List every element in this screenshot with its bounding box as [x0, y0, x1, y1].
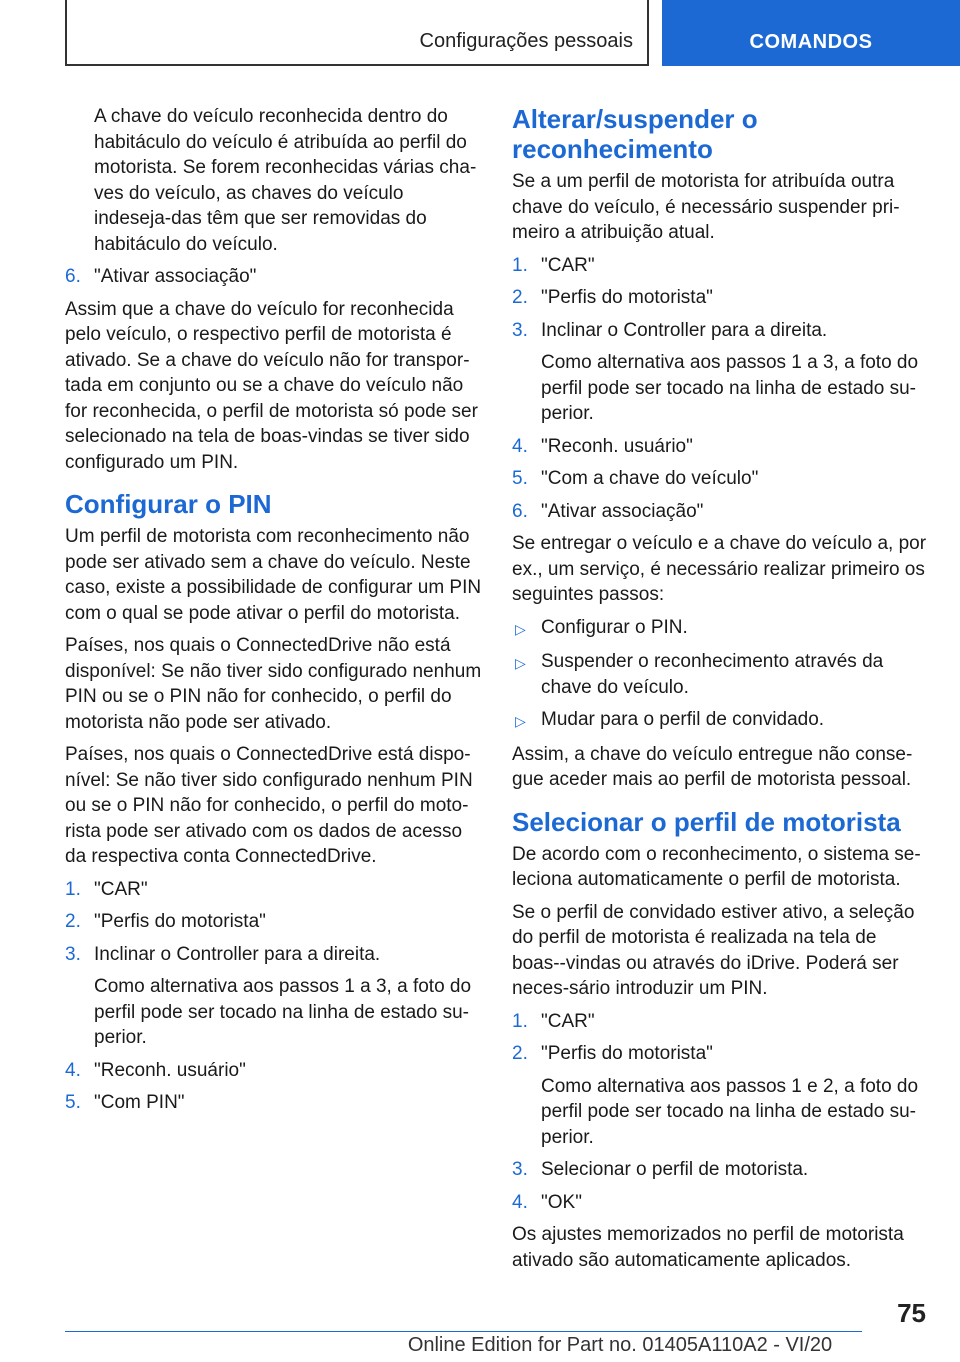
step-text: "Perfis do motorista" [94, 911, 266, 932]
heading-configurar-pin: Configurar o PIN [65, 489, 272, 519]
step-number: 5. [65, 1092, 81, 1113]
step-text: "CAR" [541, 254, 595, 276]
intro-paragraph: A chave do veículo reconhecida dentro do habitáculo do veículo é atribuída ao perfil do motorista. Se forem reconhecidas várias cha‐ves do veículo, as chaves do veículo indeseja‐das têm que ser removidas do habitáculo do veículo. [94, 106, 477, 255]
paragraph: Se o perfil de convidado estiver ativo, a seleção do perfil de motorista é realizada na tela de boas‐-vindas ou através do iDrive. Poderá ser neces‐sário introduzir um PIN. [512, 901, 915, 999]
step-text: "Perfis do motorista" [541, 287, 713, 308]
step-item [512, 318, 930, 344]
step-item [512, 1157, 930, 1183]
bullet-text: Mudar para o perfil de convidado. [541, 709, 825, 730]
step-text: Inclinar o Controller para a direita. [541, 319, 828, 341]
step-text: "Ativar associação" [94, 266, 257, 287]
paragraph: Países, nos quais o ConnectedDrive não está disponível: Se não tiver sido configurado nenhum PIN ou se o PIN não for conhecido, o perfil do motorista não pode ser ativado. [65, 635, 482, 733]
step-number: 4. [512, 1191, 528, 1213]
step-item [65, 909, 483, 935]
step-number: 6. [65, 266, 81, 287]
bullet-item [512, 615, 930, 643]
heading-selecionar-perfil: Selecionar o perfil de motorista [512, 806, 901, 837]
step-number: 3. [65, 943, 81, 965]
step-number: 1. [65, 878, 81, 900]
step-number: 4. [512, 435, 528, 457]
paragraph: Se a um perfil de motorista for atribuída outra chave do veículo, é necessário suspender pri‐meiro a atribuição atual. [512, 171, 900, 243]
step-item [512, 466, 930, 492]
step-text: "Com PIN" [94, 1092, 185, 1113]
step-item [512, 499, 930, 525]
heading-alterar-suspender: Alterar/suspender o reconhecimento [512, 104, 758, 164]
page-number: 75 [897, 1298, 926, 1328]
paragraph: Países, nos quais o ConnectedDrive está dispo‐nível: Se não tiver sido configurado nenhum PIN ou se o PIN não for conhecido, o perfil do moto‐rista pode ser ativado com os dados de acesso da respectiva conta ConnectedDrive. [65, 744, 473, 867]
step-item [512, 1190, 930, 1216]
step-text: "OK" [541, 1191, 582, 1213]
step-note: Como alternativa aos passos 1 a 3, a foto do perfil pode ser tocado na linha de estado su‐perior. [541, 352, 919, 424]
section-title: Configurações pessoais [419, 30, 633, 52]
paragraph: Os ajustes memorizados no perfil de motorista ativado são automaticamente aplicados. [512, 1224, 904, 1271]
step-item [512, 1041, 930, 1067]
triangle-bullet-icon: ▷ [515, 655, 526, 671]
triangle-bullet-icon: ▷ [515, 620, 526, 637]
right-column [512, 104, 930, 1280]
step-number: 1. [512, 1010, 528, 1032]
page-header [0, 0, 960, 66]
header-section-box [65, 0, 649, 66]
step-item [65, 877, 483, 903]
step-text: "Perfis do motorista" [541, 1043, 713, 1064]
step-number: 4. [65, 1059, 81, 1081]
step-item [65, 942, 483, 968]
step-item [65, 1058, 483, 1084]
step-number: 5. [512, 468, 528, 489]
step-text: "Com a chave do veículo" [541, 468, 759, 489]
footer-divider [65, 1331, 862, 1332]
step-item [65, 1090, 483, 1116]
step-number: 3. [512, 319, 528, 341]
step-note: Como alternativa aos passos 1 a 3, a foto do perfil pode ser tocado na linha de estado su‐perior. [94, 976, 472, 1048]
chapter-tab: COMANDOS [662, 0, 960, 66]
step-number: 6. [512, 500, 528, 522]
left-column [65, 104, 483, 1123]
paragraph: Se entregar o veículo e a chave do veículo a, por ex., um serviço, é necessário realizar primeiro os seguintes passos: [512, 533, 927, 605]
step-text: "CAR" [541, 1010, 595, 1032]
step-number: 3. [512, 1159, 528, 1180]
bullet-text: Suspender o reconhecimento através da chave do veículo. [541, 651, 884, 698]
step-item [512, 253, 930, 279]
step-item [65, 264, 483, 290]
edition-footer: Online Edition for Part no. 01405A110A2 - VI/20 [407, 1334, 833, 1356]
step-note: Como alternativa aos passos 1 e 2, a foto do perfil pode ser tocado na linha de estado su‐perior. [541, 1075, 919, 1148]
step-number: 2. [65, 911, 81, 932]
triangle-bullet-icon: ▷ [515, 713, 526, 729]
paragraph: Assim que a chave do veículo for reconhecida pelo veículo, o respectivo perfil de motorista é ativado. Se a chave do veículo não for transpor‐tada em conjunto ou se a chave do veículo não for reconhecida, o perfil de motorista só pode ser selecionado na tela de boas-vindas se tiver sido configurado um PIN. [65, 298, 478, 473]
step-number: 2. [512, 287, 528, 308]
step-item [512, 434, 930, 460]
step-number: 2. [512, 1043, 528, 1064]
step-text: Selecionar o perfil de motorista. [541, 1159, 809, 1180]
step-text: "Ativar associação" [541, 500, 704, 522]
step-text: "Reconh. usuário" [541, 435, 693, 457]
step-text: "CAR" [94, 878, 148, 900]
step-number: 1. [512, 254, 528, 276]
bullet-text: Configurar o PIN. [541, 616, 688, 638]
paragraph: De acordo com o reconhecimento, o sistema se‐leciona automaticamente o perfil de motorista. [512, 843, 921, 890]
step-item [512, 1009, 930, 1035]
step-text: Inclinar o Controller para a direita. [94, 943, 381, 965]
bullet-item [512, 707, 930, 735]
step-text: "Reconh. usuário" [94, 1059, 246, 1081]
step-item [512, 285, 930, 311]
bullet-item [512, 649, 930, 700]
paragraph: Um perfil de motorista com reconhecimento não pode ser ativado sem a chave do veículo. Neste caso, existe a possibilidade de configurar um PIN com o qual se pode ativar o perfil do motorista. [65, 526, 482, 624]
paragraph: Assim, a chave do veículo entregue não conse‐gue aceder mais ao perfil de motorista pessoal. [512, 743, 913, 790]
